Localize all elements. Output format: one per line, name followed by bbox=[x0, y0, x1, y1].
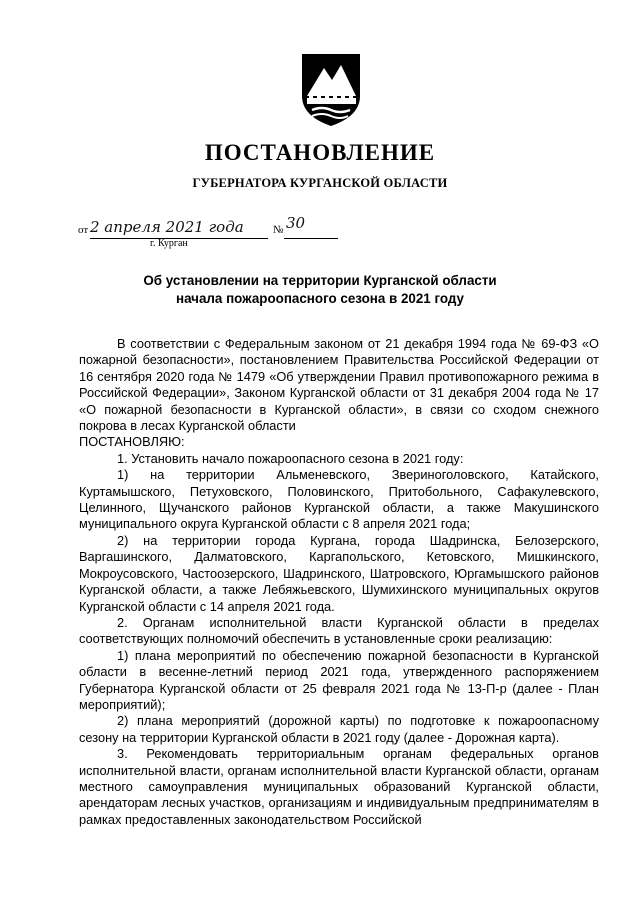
number-label: № bbox=[273, 224, 284, 236]
handwritten-date: 2 апреля 2021 года bbox=[90, 218, 244, 236]
paragraph-1-item-2: 2) на территории города Кургана, города Шадринска, Белозерского, Варгашинского, Далматовского, Каргапольского, Кетовского, Мишкинского, Мокроусовского, Частоозерского, Шадринского, Шатровского, Юргамышского районов Курганской области, а также Лебяжьевского, Шумихинского муниципальных округов Курганской области с 14 апреля 2021 года. bbox=[79, 532, 599, 614]
document-body bbox=[79, 336, 599, 828]
decree-word: ПОСТАНОВЛЯЮ: bbox=[79, 434, 185, 450]
paragraph-2-item-2: 2) плана мероприятий (дорожной карты) по подготовке к пожароопасному сезону на территории Курганской области в 2021 году (далее - Дорожная карта). bbox=[79, 713, 599, 745]
handwritten-number: 30 bbox=[286, 214, 306, 232]
document-heading bbox=[0, 272, 640, 308]
document-title: ПОСТАНОВЛЕНИЕ bbox=[204, 140, 436, 165]
city-label: г. Курган bbox=[150, 238, 188, 249]
paragraph-2: 2. Органам исполнительной власти Курганской области в пределах соответствующих полномочий обеспечить в установленные сроки реализацию: bbox=[79, 614, 599, 647]
document-subtitle: ГУБЕРНАТОРА КУРГАНСКОЙ ОБЛАСТИ bbox=[192, 176, 448, 190]
intro-paragraph: В соответствии с Федеральным законом от 21 декабря 1994 года № 69-ФЗ «О пожарной безопасности», постановлением Правительства Российской Федерации от 16 сентября 2020 года № 1479 «Об утверждении Правил противопожарного режима в Российской Федерации», Законом Курганской области от 31 декабря 2004 года № 17 «О пожарной безопасности в Курганской области», в связи со сходом снежного покрова в лесах Курганской области bbox=[79, 336, 599, 434]
requisites-line bbox=[78, 214, 358, 258]
paragraph-1: 1. Установить начало пожароопасного сезона в 2021 году: bbox=[117, 450, 464, 466]
heading-line-2: начала пожароопасного сезона в 2021 году bbox=[175, 291, 464, 306]
paragraph-1-item-1: 1) на территории Альменевского, Звериноголовского, Катайского, Куртамышского, Петуховского, Половинского, Притобольного, Сафакулевского, Целинного, Щучанского районов Курганской области, а также Макушинского муниципального округа Курганской области с 8 апреля 2021 года; bbox=[79, 467, 599, 532]
heading-line-1: Об установлении на территории Курганской области bbox=[143, 273, 497, 288]
paragraph-3: 3. Рекомендовать территориальным органам федеральных органов исполнительной власти, органам исполнительной власти Курганской области, органам местного самоуправления муниципальных образований Курганской области, арендаторам лесных участков, организациям и индивидуальным предпринимателям в рамках предоставленных законодательством Российской bbox=[79, 746, 599, 827]
number-underline bbox=[284, 238, 338, 239]
from-label: от bbox=[78, 224, 89, 236]
paragraph-2-item-1: 1) плана мероприятий по обеспечению пожарной безопасности в Курганской области в весенне-летний период 2021 года, утвержденного распоряжением Губернатора Курганской области от 25 февраля 2021 года № 13-П-р (далее - План мероприятий); bbox=[79, 647, 599, 712]
coat-of-arms-emblem bbox=[298, 52, 364, 128]
